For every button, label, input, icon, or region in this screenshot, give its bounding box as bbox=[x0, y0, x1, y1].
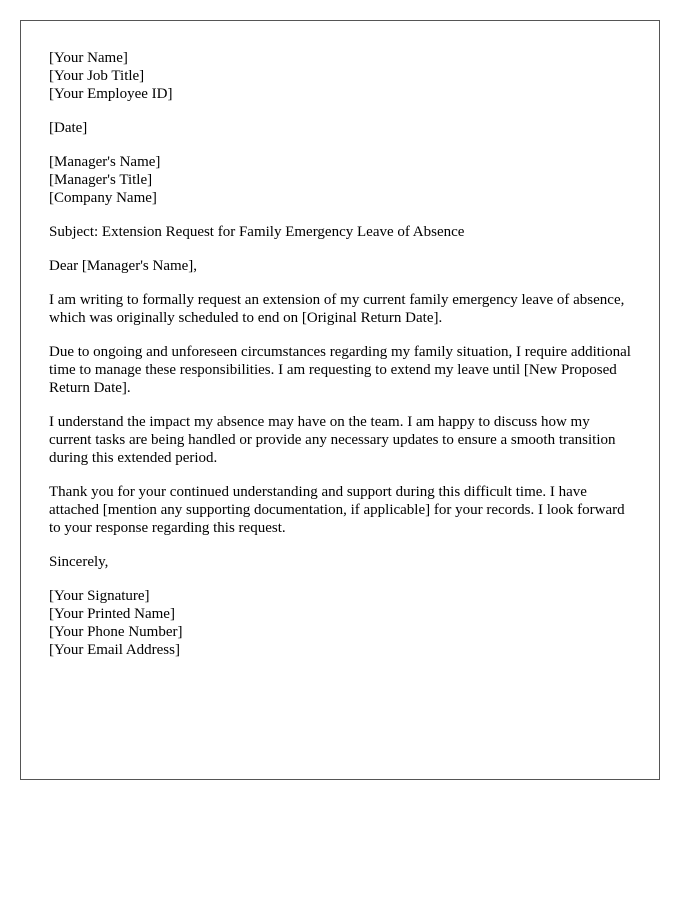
sender-employee-id: [Your Employee ID] bbox=[49, 86, 173, 102]
body-paragraph-4: Thank you for your continued understanding and support during this difficult time. I have attached [mention any supporting documentation, if applicable] for your records. I look forward to your response regarding this request. bbox=[49, 484, 625, 536]
sender-block bbox=[49, 49, 635, 103]
body-paragraph-3: I understand the impact my absence may have on the team. I am happy to discuss how my current tasks are being handled or provide any necessary updates to ensure a smooth transition during this extended period. bbox=[49, 414, 616, 466]
recipient-title: [Manager's Title] bbox=[49, 172, 153, 188]
signature-block bbox=[49, 587, 635, 659]
recipient-block bbox=[49, 153, 635, 207]
recipient-name: [Manager's Name] bbox=[49, 154, 161, 170]
letter-content bbox=[49, 49, 635, 675]
recipient-company: [Company Name] bbox=[49, 190, 157, 206]
closing: Sincerely, bbox=[49, 554, 109, 570]
signature-placeholder: [Your Signature] bbox=[49, 588, 150, 604]
sender-job-title: [Your Job Title] bbox=[49, 68, 145, 84]
subject-line: Subject: Extension Request for Family Emergency Leave of Absence bbox=[49, 224, 465, 240]
body-paragraph-1: I am writing to formally request an extension of my current family emergency leave of absence, which was originally scheduled to end on [Original Return Date]. bbox=[49, 292, 625, 326]
body-paragraph-2: Due to ongoing and unforeseen circumstances regarding my family situation, I require additional time to manage these responsibilities. I am requesting to extend my leave until [New Proposed Return Date]. bbox=[49, 344, 631, 396]
letter-page bbox=[20, 20, 660, 780]
email-address: [Your Email Address] bbox=[49, 642, 180, 658]
letter-date: [Date] bbox=[49, 120, 88, 136]
printed-name: [Your Printed Name] bbox=[49, 606, 175, 622]
sender-name: [Your Name] bbox=[49, 50, 128, 66]
phone-number: [Your Phone Number] bbox=[49, 624, 183, 640]
date-block bbox=[49, 119, 635, 137]
salutation: Dear [Manager's Name], bbox=[49, 258, 198, 274]
